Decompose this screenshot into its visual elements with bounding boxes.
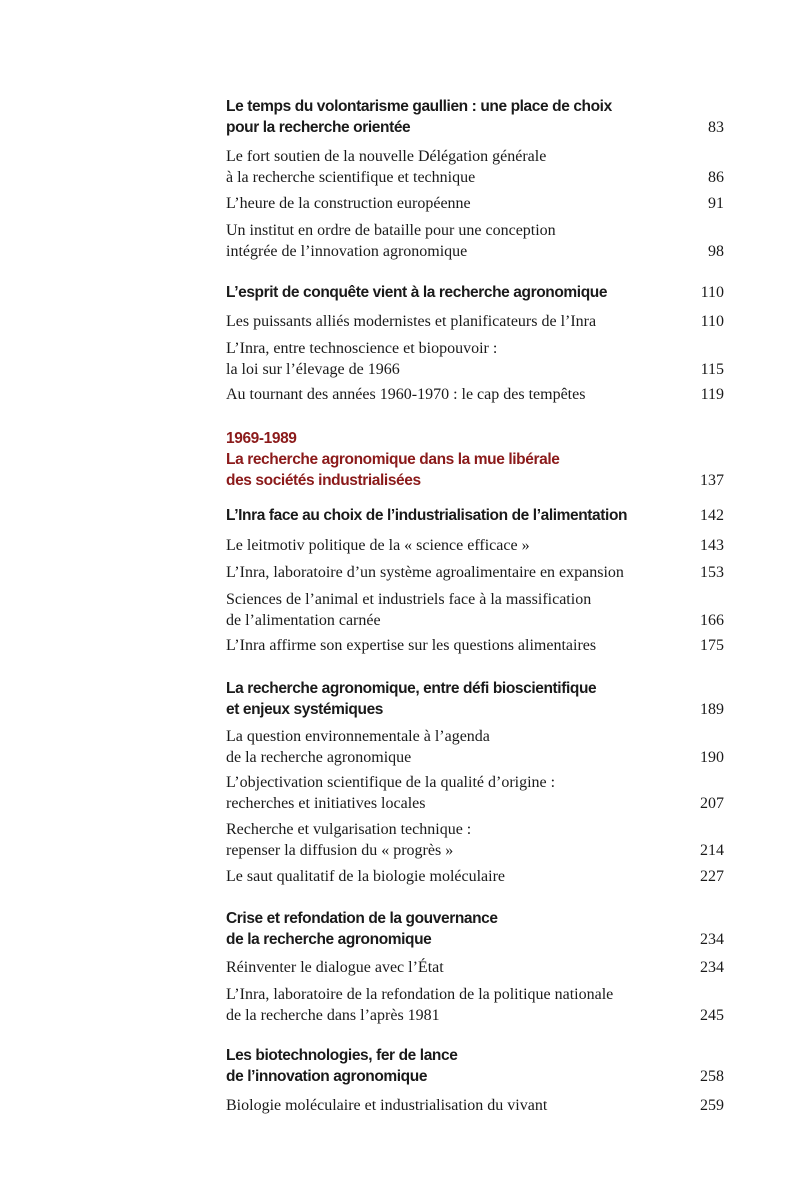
toc-page-number: 258	[700, 1068, 724, 1085]
toc-page-number: 110	[700, 284, 724, 301]
toc-entry-title: Recherche et vulgarisation technique : repenser la diffusion du « progrès »	[226, 821, 472, 859]
toc-entry-title: Le leitmotiv politique de la « science efficace »	[226, 537, 530, 554]
toc-page-number: 214	[700, 842, 724, 859]
toc-subsection-entry	[226, 220, 724, 262]
toc-section-entry	[226, 678, 724, 720]
toc-entry-title: Les puissants alliés modernistes et planificateurs de l’Inra	[226, 313, 597, 330]
toc-page-number: 207	[700, 795, 724, 812]
toc-page-number: 189	[700, 701, 724, 718]
toc-entry-title: L’Inra, entre technoscience et biopouvoir : la loi sur l’élevage de 1966	[226, 340, 498, 378]
toc-entry-title: 1969-1989 La recherche agronomique dans la mue libérale des sociétés industrialisées	[226, 430, 560, 489]
toc-page-number: 142	[700, 507, 724, 524]
toc-entry-title: Un institut en ordre de bataille pour une conception intégrée de l’innovation agronomique	[226, 222, 556, 260]
toc-section-entry	[226, 282, 724, 303]
toc-page-number: 234	[700, 959, 724, 976]
toc-page-number: 98	[708, 243, 724, 260]
toc-entry-title: La question environnementale à l’agenda de la recherche agronomique	[226, 728, 490, 766]
toc-page-number: 137	[700, 472, 724, 489]
toc-page-number: 175	[700, 637, 724, 654]
toc-page-number: 227	[700, 868, 724, 885]
toc-subsection-entry	[226, 866, 724, 887]
toc-entry-title: L’Inra, laboratoire de la refondation de la politique nationale de la recherche dans l’après 1981	[226, 986, 614, 1024]
toc-entry-title: Les biotechnologies, fer de lance de l’innovation agronomique	[226, 1047, 458, 1085]
toc-subsection-entry	[226, 984, 724, 1026]
toc-entry-title: L’Inra face au choix de l’industrialisation de l’alimentation	[226, 507, 628, 524]
toc-page-number: 234	[700, 931, 724, 948]
toc-page-number: 166	[700, 612, 724, 629]
toc-page-number: 245	[700, 1007, 724, 1024]
toc-entry-title: Sciences de l’animal et industriels face à la massification de l’alimentation carnée	[226, 591, 592, 629]
toc-page-number: 190	[700, 749, 724, 766]
toc-part-heading	[226, 428, 724, 491]
toc-subsection-entry	[226, 146, 724, 188]
toc-entry-title: Le temps du volontarisme gaullien : une place de choix pour la recherche orientée	[226, 98, 612, 136]
toc-entry-title: Au tournant des années 1960-1970 : le cap des tempêtes	[226, 386, 586, 403]
toc-subsection-entry	[226, 589, 724, 631]
toc-page-number: 153	[700, 564, 724, 581]
toc-section-entry	[226, 1045, 724, 1087]
toc-page-number: 119	[700, 386, 724, 403]
toc-entry-title: Biologie moléculaire et industrialisation du vivant	[226, 1097, 548, 1114]
toc-subsection-entry	[226, 193, 724, 214]
toc-subsection-entry	[226, 957, 724, 978]
toc-subsection-entry	[226, 1095, 724, 1116]
toc-subsection-entry	[226, 562, 724, 583]
toc-entry-title: L’Inra, laboratoire d’un système agroalimentaire en expansion	[226, 564, 624, 581]
toc-subsection-entry	[226, 819, 724, 861]
toc-subsection-entry	[226, 726, 724, 768]
toc-subsection-entry	[226, 311, 724, 332]
toc-section-entry	[226, 96, 724, 138]
toc-page-number: 91	[708, 195, 724, 212]
toc-page-number: 259	[700, 1097, 724, 1114]
toc-entry-title: Le fort soutien de la nouvelle Délégation générale à la recherche scientifique et technique	[226, 148, 547, 186]
toc-entry-title: L’Inra affirme son expertise sur les questions alimentaires	[226, 637, 597, 654]
toc-subsection-entry	[226, 338, 724, 380]
toc-entry-title: La recherche agronomique, entre défi bioscientifique et enjeux systémiques	[226, 680, 597, 718]
toc-entry-title: Le saut qualitatif de la biologie moléculaire	[226, 868, 506, 885]
toc-subsection-entry	[226, 384, 724, 405]
toc-subsection-entry	[226, 535, 724, 556]
toc-entry-title: L’objectivation scientifique de la qualité d’origine : recherches et initiatives locales	[226, 774, 556, 812]
toc-section-entry	[226, 908, 724, 950]
toc-page-number: 115	[700, 361, 724, 378]
toc-page-number: 86	[708, 169, 724, 186]
toc-page-number: 143	[700, 537, 724, 554]
toc-subsection-entry	[226, 635, 724, 656]
toc-entry-title: Réinventer le dialogue avec l’État	[226, 959, 444, 976]
toc-entry-title: L’esprit de conquête vient à la recherche agronomique	[226, 284, 608, 301]
toc-page-number: 110	[700, 313, 724, 330]
toc-page-number: 83	[708, 119, 724, 136]
toc-entry-title: L’heure de la construction européenne	[226, 195, 471, 212]
toc-section-entry	[226, 505, 724, 526]
toc-entry-title: Crise et refondation de la gouvernance de la recherche agronomique	[226, 910, 498, 948]
toc-subsection-entry	[226, 772, 724, 814]
